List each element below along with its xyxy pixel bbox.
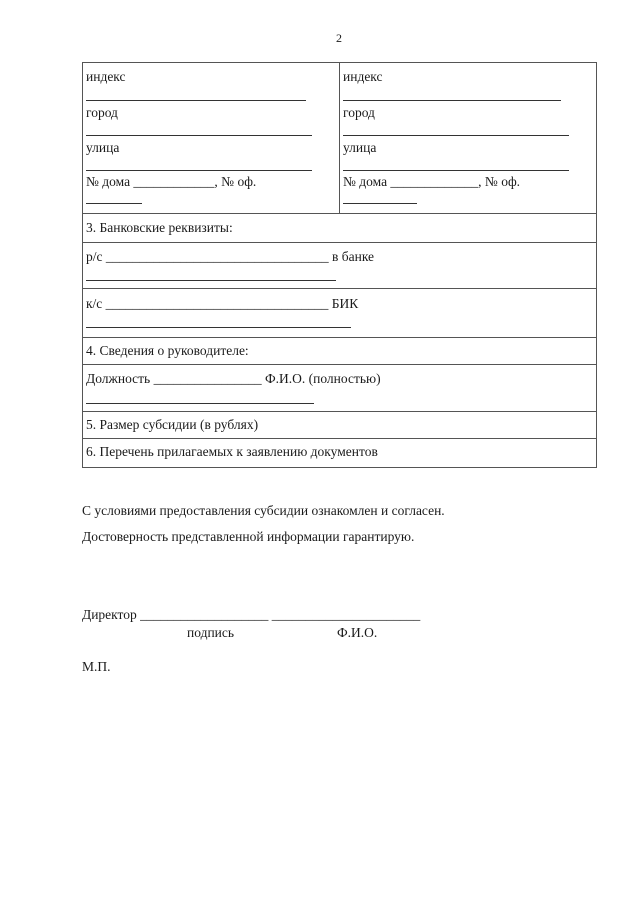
manager-title-cell [83, 338, 597, 365]
manager-info-cell [83, 365, 597, 412]
bank-corr-line: к/с _________________________________ БИК [86, 296, 359, 311]
bank-account-line: р/с _________________________________ в банке [86, 249, 375, 264]
address-right-house-label: № дома _____________, № оф. [343, 174, 521, 189]
statement-agree: С условиями предоставления субсидии ознакомлен и согласен. [82, 503, 445, 518]
application-form-table [82, 62, 597, 468]
page-number: 2 [336, 31, 342, 45]
bank-account-cell [83, 243, 597, 289]
bank-corr-continuation-line [86, 327, 351, 328]
bank-title-row [83, 214, 597, 243]
bank-title: 3. Банковские реквизиты: [86, 220, 233, 235]
address-left-city-line [86, 135, 312, 136]
manager-line: Должность ________________ Ф.И.О. (полностью) [86, 371, 381, 386]
bank-corr-cell [83, 289, 597, 338]
address-left-city-label: город [86, 105, 118, 120]
subsidy-size-row [83, 412, 597, 439]
bank-corr-row [83, 289, 597, 338]
name-caption: Ф.И.О. [337, 625, 378, 640]
subsidy-size-label: 5. Размер субсидии (в рублях) [86, 417, 259, 432]
address-left-cell [83, 63, 340, 214]
signature-caption: подпись [187, 625, 235, 640]
address-left-index-line [86, 100, 306, 101]
address-left-street-line [86, 170, 312, 171]
address-right-street-line [343, 170, 569, 171]
stamp-place: М.П. [82, 659, 111, 674]
address-right-street-label: улица [343, 140, 377, 155]
address-left-house-label: № дома ____________, № оф. [86, 174, 257, 189]
bank-title-cell [83, 214, 597, 243]
address-right-city-line [343, 135, 569, 136]
bank-account-row [83, 243, 597, 289]
documents-list-row [83, 439, 597, 468]
address-row [83, 63, 597, 214]
address-left-office-line [86, 203, 142, 204]
address-right-index-label: индекс [343, 69, 383, 84]
address-right-cell [340, 63, 597, 214]
manager-continuation-line [86, 403, 314, 404]
manager-title-row [83, 338, 597, 365]
documents-list-cell [83, 439, 597, 468]
statement-guarantee: Достоверность представленной информации гарантирую. [82, 529, 415, 544]
address-right-index-line [343, 100, 561, 101]
manager-title: 4. Сведения о руководителе: [86, 343, 249, 358]
address-right-office-line [343, 203, 417, 204]
bank-account-continuation-line [86, 280, 336, 281]
director-signature-line: Директор ___________________ ______________________ [82, 607, 421, 622]
address-left-index-label: индекс [86, 69, 126, 84]
subsidy-size-cell [83, 412, 597, 439]
address-left-street-label: улица [86, 140, 120, 155]
documents-list-label: 6. Перечень прилагаемых к заявлению документов [86, 444, 378, 459]
manager-info-row [83, 365, 597, 412]
address-right-city-label: город [343, 105, 375, 120]
